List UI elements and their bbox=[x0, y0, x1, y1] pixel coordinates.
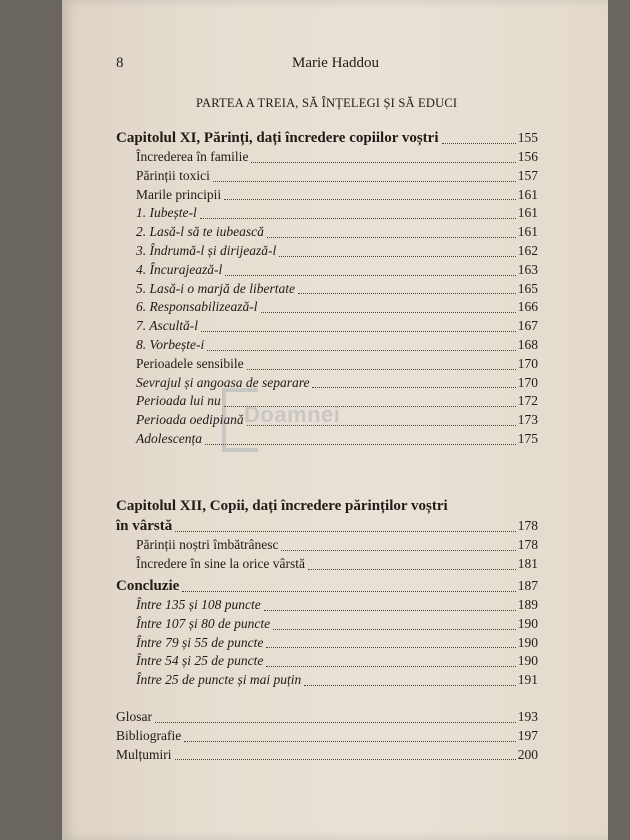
dot-leader bbox=[251, 161, 515, 163]
toc-entry-title: Între 135 și 108 puncte bbox=[136, 597, 261, 612]
toc-entry-title: Bibliografie bbox=[116, 727, 182, 743]
toc-chapter-heading-line1 bbox=[116, 496, 538, 516]
toc-entry-title: 2. Lasă-l să te iubească bbox=[136, 224, 264, 240]
dot-leader bbox=[175, 530, 516, 532]
toc-entry-title: 8. Vorbește-i bbox=[136, 336, 205, 352]
toc-entry bbox=[116, 634, 538, 653]
dot-leader bbox=[267, 236, 516, 238]
page-number: 8 bbox=[116, 55, 124, 71]
toc-entry-title: 5. Lasă-i o marjă de libertate bbox=[136, 280, 295, 296]
dot-leader bbox=[442, 142, 516, 144]
toc-entry-page: 161 bbox=[517, 186, 538, 202]
toc-chapter-heading bbox=[116, 576, 538, 596]
toc-entry bbox=[116, 596, 538, 615]
toc-entry-title: 1. Iubește-l bbox=[136, 205, 197, 221]
toc-chapter-heading bbox=[116, 128, 538, 148]
dot-leader bbox=[247, 368, 516, 370]
toc-entry-page: 156 bbox=[517, 149, 538, 164]
dot-leader bbox=[205, 443, 516, 445]
toc-entry-title: Glosar bbox=[116, 709, 152, 724]
toc-entry-page: 190 bbox=[517, 615, 538, 631]
toc-entry-page: 167 bbox=[517, 318, 538, 334]
toc-entry-page: 170 bbox=[517, 355, 538, 371]
toc-entry-title: Marile principii bbox=[136, 186, 222, 202]
toc-entry bbox=[116, 671, 538, 690]
toc-entry-page: 190 bbox=[517, 634, 538, 650]
dot-leader bbox=[279, 255, 516, 257]
toc-entry-title: Părinții noștri îmbătrânesc bbox=[136, 537, 279, 552]
toc-entry-page: 178 bbox=[517, 537, 538, 552]
dot-leader bbox=[266, 665, 515, 667]
toc-chapter-heading-line2 bbox=[116, 516, 538, 536]
toc-entry bbox=[116, 392, 538, 411]
part-title: PARTEA A TREIA, SĂ ÎNȚELEGI ȘI SĂ EDUCI bbox=[196, 96, 458, 110]
toc-entry-title: Sevrajul și angoasa de separare bbox=[136, 374, 310, 390]
dot-leader bbox=[304, 684, 516, 686]
toc-entry-title: 7. Ascultă-l bbox=[136, 318, 198, 334]
toc-entry-title: Încredere în sine la orice vârstă bbox=[136, 555, 306, 571]
toc-entry bbox=[116, 652, 538, 671]
toc-entry bbox=[116, 148, 538, 167]
dot-leader bbox=[184, 740, 516, 742]
dot-leader bbox=[298, 292, 516, 294]
dot-leader bbox=[175, 758, 516, 760]
toc-entry-page: 173 bbox=[517, 412, 538, 428]
toc-entry bbox=[116, 186, 538, 205]
toc-entry-title: Între 79 și 55 de puncte bbox=[136, 634, 264, 650]
toc-entry-page: 170 bbox=[517, 374, 538, 390]
toc-entry-title: Perioada oedipiană bbox=[136, 412, 244, 428]
toc-entry-page: 197 bbox=[517, 727, 538, 743]
dot-leader bbox=[200, 217, 516, 219]
watermark-text: Doamnei bbox=[244, 402, 341, 427]
dot-leader bbox=[224, 198, 516, 200]
toc-entry bbox=[116, 167, 538, 186]
toc-chapter-12 bbox=[116, 496, 538, 574]
dot-leader bbox=[273, 628, 516, 630]
toc-entry-title: Între 25 de puncte și mai puțin bbox=[136, 672, 302, 688]
toc-entry-title: Concluzie bbox=[116, 578, 180, 594]
toc-entry bbox=[116, 615, 538, 634]
toc-entry bbox=[116, 430, 538, 449]
dot-leader bbox=[281, 549, 515, 551]
dot-leader bbox=[207, 349, 516, 351]
toc-entry-title: Adolescența bbox=[136, 430, 202, 446]
toc-entry-page: 178 bbox=[517, 518, 538, 533]
toc-entry bbox=[116, 374, 538, 393]
toc-entry-page: 157 bbox=[517, 167, 538, 183]
dot-leader bbox=[224, 405, 516, 407]
toc-entry bbox=[116, 317, 538, 336]
toc-entry bbox=[116, 336, 538, 355]
toc-entry bbox=[116, 708, 538, 727]
toc-entry-title: Încrederea în familie bbox=[136, 149, 249, 164]
toc-entry-page: 200 bbox=[517, 746, 538, 762]
toc-entry-page: 168 bbox=[517, 336, 538, 352]
toc-entry-page: 189 bbox=[517, 597, 538, 612]
toc-entry bbox=[116, 298, 538, 317]
toc-entry-title: Între 54 și 25 de puncte bbox=[136, 653, 264, 669]
dot-leader bbox=[247, 424, 516, 426]
toc-entry-page: 161 bbox=[517, 205, 538, 221]
dot-leader bbox=[261, 311, 516, 313]
toc-entry bbox=[116, 280, 538, 299]
toc-entry-page: 193 bbox=[517, 709, 538, 724]
toc-end-matter bbox=[116, 708, 538, 764]
dot-leader bbox=[312, 386, 515, 388]
toc-entry-title: Capitolul XII, Copii, dați încredere părinților voștri bbox=[116, 498, 448, 514]
toc-entry bbox=[116, 355, 538, 374]
toc-entry-title: în vârstă bbox=[116, 518, 173, 534]
toc-entry bbox=[116, 536, 538, 555]
toc-entry-page: 191 bbox=[517, 672, 538, 688]
dot-leader bbox=[155, 721, 516, 723]
toc-entry-page: 165 bbox=[517, 280, 538, 296]
dot-leader bbox=[308, 568, 516, 570]
toc-chapter-11 bbox=[116, 128, 538, 449]
toc-entry-title: Perioada lui nu bbox=[136, 393, 221, 409]
toc-entry-page: 163 bbox=[517, 261, 538, 277]
dot-leader bbox=[201, 330, 516, 332]
toc-conclusion bbox=[116, 576, 538, 690]
toc-entry bbox=[116, 746, 538, 765]
toc-entry-page: 175 bbox=[517, 430, 538, 446]
toc-entry-title: 3. Îndrumă-l și dirijează-l bbox=[136, 242, 277, 258]
toc-entry-page: 161 bbox=[517, 224, 538, 240]
toc-entry bbox=[116, 223, 538, 242]
toc-entry-page: 187 bbox=[517, 578, 538, 593]
toc-entry-title: Părinții toxici bbox=[136, 167, 210, 183]
toc-entry-page: 162 bbox=[517, 242, 538, 258]
toc-entry-title: 6. Responsabilizează-l bbox=[136, 299, 258, 315]
running-header-author: Marie Haddou bbox=[292, 55, 380, 71]
dot-leader bbox=[182, 590, 515, 592]
toc-entry-title: Perioadele sensibile bbox=[136, 355, 244, 371]
toc-entry-page: 181 bbox=[517, 555, 538, 571]
toc-entry bbox=[116, 411, 538, 430]
toc-entry bbox=[116, 555, 538, 574]
toc-entry-page: 190 bbox=[517, 653, 538, 669]
toc-entry bbox=[116, 261, 538, 280]
toc-entry bbox=[116, 727, 538, 746]
toc-entry-page: 172 bbox=[517, 393, 538, 409]
toc-entry-title: Între 107 și 80 de puncte bbox=[136, 615, 271, 631]
dot-leader bbox=[264, 609, 516, 611]
toc-entry-title: Mulțumiri bbox=[116, 746, 172, 762]
dot-leader bbox=[213, 180, 516, 182]
dot-leader bbox=[225, 274, 516, 276]
running-header bbox=[116, 55, 386, 75]
toc-entry bbox=[116, 242, 538, 261]
dot-leader bbox=[266, 646, 515, 648]
toc-entry-page: 166 bbox=[517, 299, 538, 315]
toc-entry-title: Capitolul XI, Părinți, dați încredere copiilor voștri bbox=[116, 130, 439, 146]
toc-entry-title: 4. Încurajează-l bbox=[136, 261, 223, 277]
toc-entry-page: 155 bbox=[517, 130, 538, 145]
toc-entry bbox=[116, 204, 538, 223]
